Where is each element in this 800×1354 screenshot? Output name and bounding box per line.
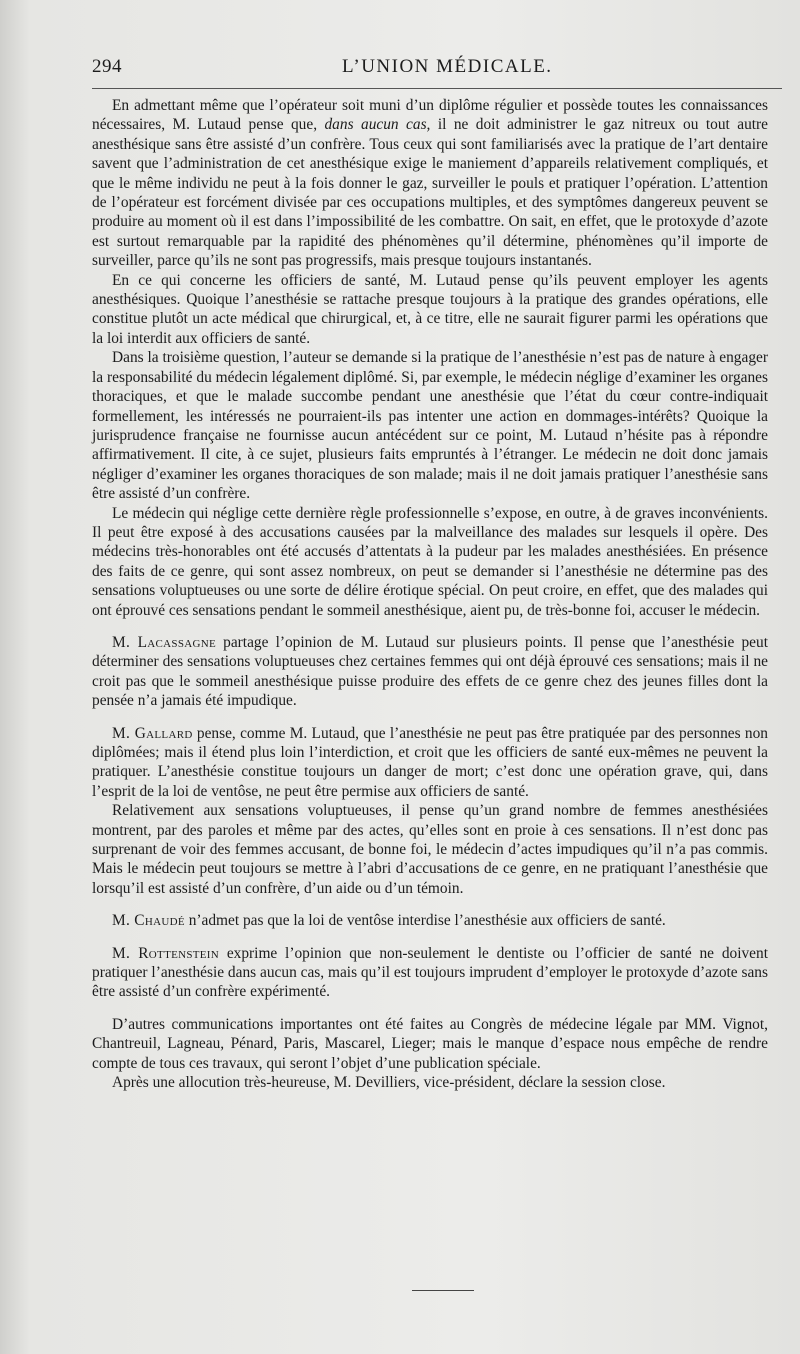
page-number: 294	[92, 56, 122, 77]
body-text	[92, 96, 768, 1093]
paragraph-7: Relativement aux sensations voluptueuses, il pense qu’un grand nombre de femmes anesthésiées montrent, par des paroles et même par des actes, qu’elles sont en proie à ces sensations. Il n’est donc pas surprenant de voir des femmes accusant, de bonne foi, le médecin d’actes impudiques qu’il n’a pas commis. Mais le médecin peut toujours se mettre à l’abri d’accusations de ce genre, en ne pratiquant l’anesthésie que lorsqu’il est assisté d’un confrère, d’un aide ou d’un témoin.	[92, 802, 768, 897]
paragraph-5: M. Lacassagne partage l’opinion de M. Lutaud sur plusieurs points. Il pense que l’anesthésie peut déterminer des sensations voluptueuses chez certaines femmes qui ont déjà éprouvé ces sensations; mais il ne croit pas que le sommeil anesthésique puisse produire des effets de ce genre chez des jeunes filles dont la pensée n’a jamais été impudique.	[92, 633, 768, 710]
header-rule	[92, 88, 782, 89]
closing-rule	[412, 1290, 474, 1291]
speaker-name: M. Chaudé	[112, 912, 185, 930]
paragraph-10: D’autres communications importantes ont été faites au Congrès de médecine légale par MM. Vignot, Chantreuil, Lagneau, Pénard, Paris, Mascarel, Lieger; mais le manque d’espace nous empêche de rendre compte de tous ces travaux, qui seront l’objet d’une publication spéciale.	[92, 1015, 768, 1072]
speaker-name: M. Rottenstein	[112, 944, 220, 962]
paragraph-11: Après une allocution très-heureuse, M. Devilliers, vice-président, déclare la session close.	[112, 1074, 666, 1092]
page-header	[92, 56, 782, 86]
paragraph-8: M. Chaudé n’admet pas que la loi de ventôse interdise l’anesthésie aux officiers de santé.	[112, 912, 666, 930]
running-title: L’UNION MÉDICALE.	[342, 56, 553, 77]
speaker-name: M. Gallard	[112, 724, 193, 742]
paragraph-1: En admettant même que l’opérateur soit muni d’un diplôme régulier et possède toutes les connaissances nécessaires, M. Lutaud pense que, dans aucun cas, il ne doit administrer le gaz nitreux ou tout autre anesthésique sans être assisté d’un confrère. Tous ceux qui sont familiarisés avec la pratique de l’art dentaire savent que l’administration de cet anesthésique exige le maniement d’appareils relativement compliqués, et que le même individu ne peut à la fois donner le gaz, surveiller le pouls et pratiquer l’opération. L’attention de l’opérateur est forcément divisée par ces occupations multiples, et des symptômes dangereux peuvent se produire au moment où il est dans l’impossibilité de les combattre. On sait, en effet, que le protoxyde d’azote est surtout remarquable par la rapidité des phénomènes qu’il détermine, phénomènes qu’il importe de surveiller, parce qu’ils ne sont pas progressifs, mais presque toujours instantanés.	[92, 97, 769, 270]
paragraph-6: M. Gallard pense, comme M. Lutaud, que l’anesthésie ne peut pas être pratiquée par des personnes non diplômées; mais il étend plus loin l’interdiction, et croit que les officiers de santé eux-mêmes ne peuvent la pratiquer. L’anesthésie constitue toujours un danger de mort; c’est donc une opération grave, qui, dans l’esprit de la loi de ventôse, ne peut être permise aux officiers de santé.	[92, 724, 768, 800]
paragraph-9: M. Rottenstein exprime l’opinion que non-seulement le dentiste ou l’officier de santé ne doivent pratiquer l’anesthésie dans aucun cas, mais qu’il est toujours imprudent d’employer le protoxyde d’azote sans être assisté d’un confrère expérimenté.	[92, 944, 768, 1001]
paragraph-3: Dans la troisième question, l’auteur se demande si la pratique de l’anesthésie n’est pas de nature à engager la responsabilité du médecin légalement diplômé. Si, par exemple, le médecin néglige d’examiner les organes thoraciques, et que le malade succombe pendant une anesthésie que l’état du cœur contre-indiquait formellement, les intéressés ne pourraient-ils pas intenter une action en dommages-intérêts? Quoique la jurisprudence française ne fournisse aucun antécédent sur ce point, M. Lutaud n’hésite pas à répondre affirmativement. Il cite, à ce sujet, plusieurs faits empruntés à l’étranger. Le médecin ne doit donc jamais négliger d’examiner les organes thoraciques de son malade; mais il ne doit jamais pratiquer l’anesthésie sans être assisté d’un confrère.	[92, 349, 768, 503]
speaker-name: M. Lacassagne	[112, 633, 216, 651]
italic-phrase: dans aucun cas,	[324, 116, 431, 134]
paragraph-4: Le médecin qui néglige cette dernière règle professionnelle s’expose, en outre, à de graves inconvénients. Il peut être exposé à des accusations causées par la malveillance des malades sur lesquels il opère. Des médecins très-honorables ont été accusés d’attentats à la pudeur par les malades anesthésiées. En présence des faits de ce genre, qui sont assez nombreux, on peut se demander si l’anesthésie ne détermine pas des sensations voluptueuses ou une sorte de délire érotique spécial. On peut croire, en effet, que des malades qui ont éprouvé ces sensations pendant le sommeil anesthésique, aient pu, de très-bonne foi, accuser le médecin.	[92, 504, 768, 619]
paragraph-2: En ce qui concerne les officiers de santé, M. Lutaud pense qu’ils peuvent employer les agents anesthésiques. Quoique l’anesthésie se rattache presque toujours à la pratique des grandes opérations, elle constitue plutôt un acte médical que chirurgical, et, à ce titre, elle ne saurait figurer parmi les opérations que la loi interdit aux officiers de santé.	[92, 271, 768, 347]
